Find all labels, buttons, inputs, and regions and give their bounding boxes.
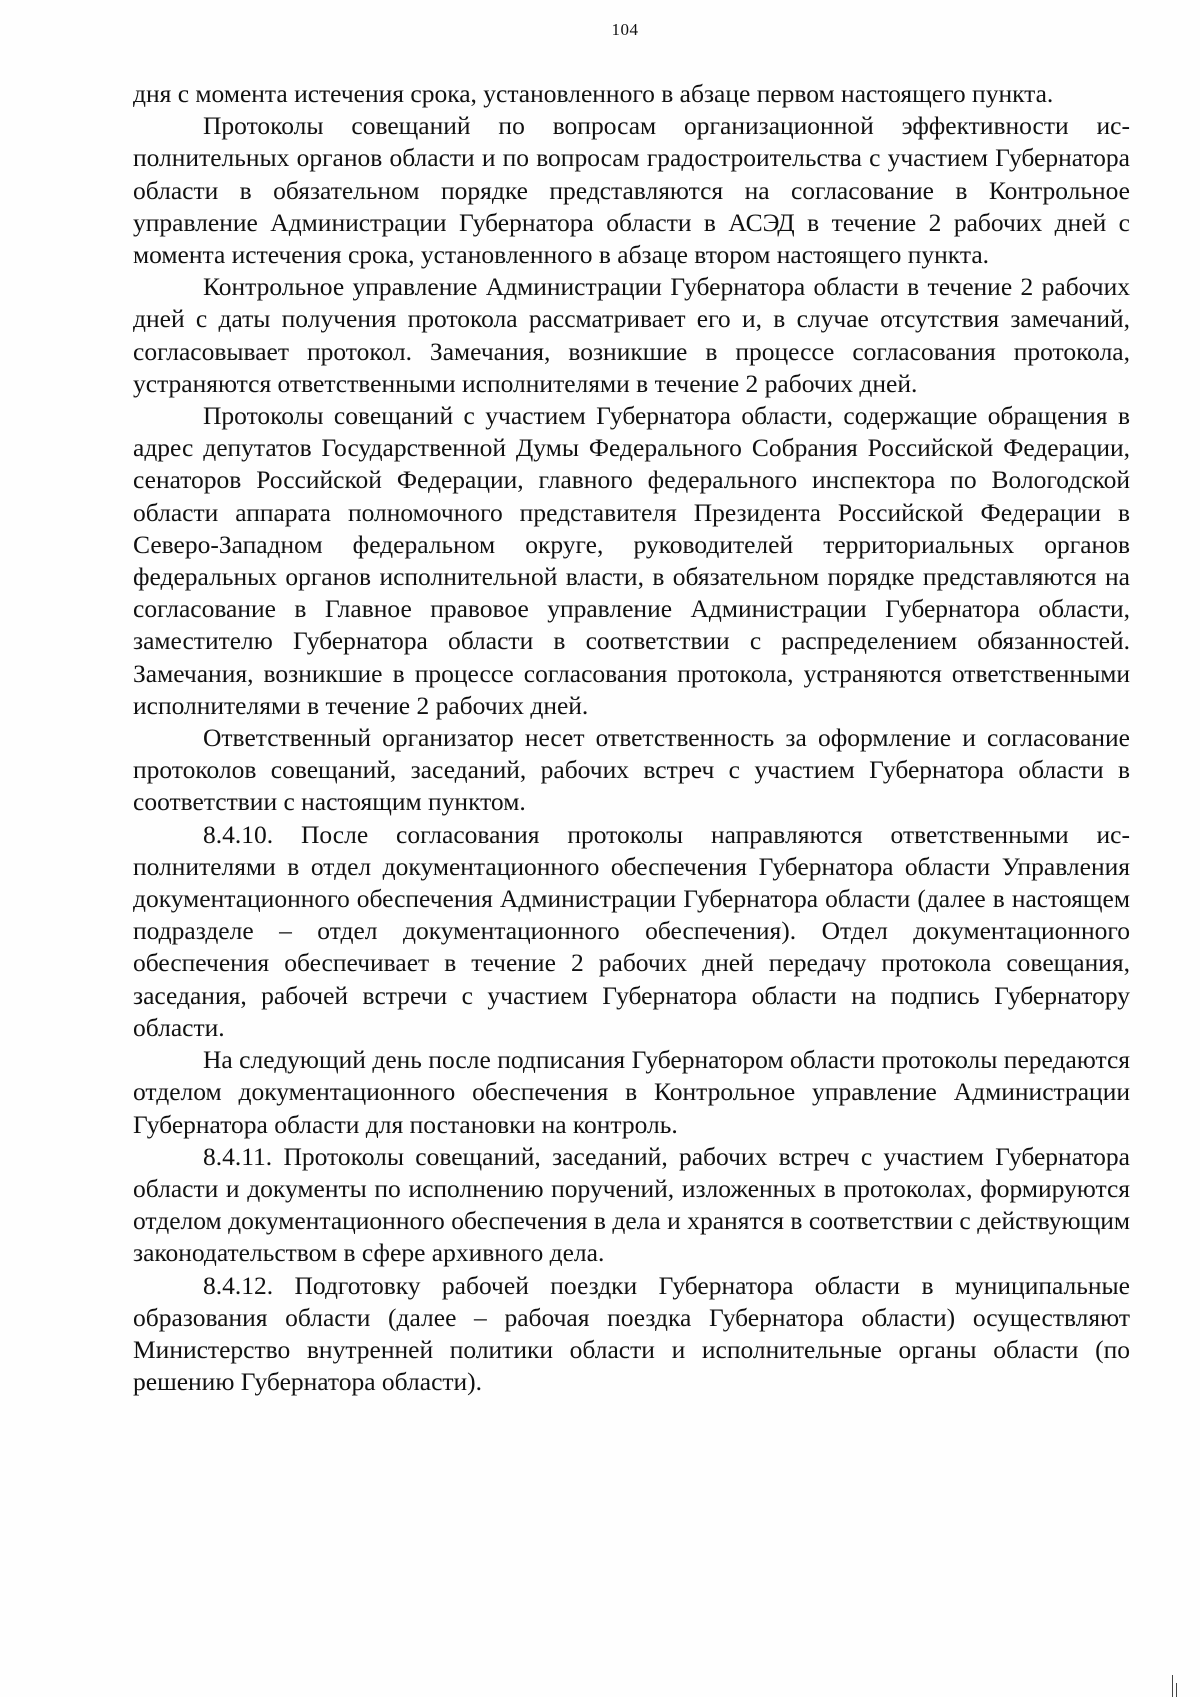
page-number: 104: [611, 20, 639, 39]
scan-edge-mark: [1172, 1675, 1173, 1697]
paragraph-control-department-review: Контрольное управление Администрации Губернатора области в течение 2 рабочих дней с даты получения протокола рассматривает его и, в случае отсутствия замечаний, согласовывает протокол. Замечания, возникшие в процессе согласования протокола, устраняются ответственными исполнителями в течение 2 рабочих дней.: [133, 272, 1130, 398]
paragraph-protocols-federal-addressees: Протоколы совещаний с участием Губернатора области, содержащие обращения в адрес депутатов Государственной Думы Федерального Собрания Российской Федерации, сенаторов Российской Федерации, главного федерального инспектора по Вологодской области аппарата полномочного представителя Президента Российской Федерации в Северо-Западном федеральном округе, руководителей территориальных органов федеральных органов исполнительной власти, в обязательном порядке представляются на согласование в Главное правовое управление Администрации Губернатора области, заместителю Губернатора области в соответствии с распределением обязанностей. Замечания, возникшие в процессе согласования протокола, устраняются ответственными исполнителями в течение 2 рабочих дней.: [133, 401, 1130, 720]
paragraph-responsible-organizer: Ответственный организатор несет ответственность за оформление и согласование протоколов совещаний, заседаний, рабочих встреч с участием Губернатора области в соответствии с настоящим пунктом.: [133, 723, 1130, 817]
paragraph-continuation: дня с момента истечения срока, установленного в абзаце первом настоящего пункта.: [133, 79, 1054, 108]
paragraph-8-4-11: 8.4.11. Протоколы совещаний, заседаний, рабочих встреч с участием Губернатора области и документы по исполнению поручений, изложенных в протоколах, формируются отделом документационного обеспечения в дела и хранятся в соответствии с действующим законодательством в сфере архивного дела.: [133, 1141, 1130, 1268]
paragraph-next-day-transfer: На следующий день после подписания Губернатором области протоколы передаются отделом документационного обеспечения в Контрольное управление Администрации Губернатора области для постановки на контроль.: [133, 1045, 1130, 1139]
paragraph-protocols-org-efficiency: Протоколы совещаний по вопросам организационной эффективности исполнительных органов области и по вопросам градостроительства с участием Губернатора области в обязательном порядке представляются на согласование в Контрольное управление Администрации Губернатора области в АСЭД в течение 2 рабочих дней с момента истечения срока, установленного в абзаце втором настоящего пункта.: [133, 111, 1130, 270]
scan-edge-mark: [1176, 1683, 1177, 1697]
document-body: [133, 78, 1130, 1398]
paragraph-8-4-12: 8.4.12. Подготовку рабочей поездки Губернатора области в муниципальные образования области (далее – рабочая поездка Губернатора области) осуществляют Министерство внутренней политики области и исполнительные органы области (по решению Губернатора области).: [133, 1270, 1130, 1397]
paragraph-8-4-10: 8.4.10. После согласования протоколы направляются ответственными исполнителями в отдел документационного обеспечения Губернатора области Управления документационного обеспечения Администрации Губернатора области (далее в настоящем подразделе – отдел документационного обеспечения). Отдел документационного обеспечения обеспечивает в течение 2 рабочих дней передачу протокола совещания, заседания, рабочей встречи с участием Губернатора области на подпись Губернатору области.: [133, 819, 1130, 1042]
